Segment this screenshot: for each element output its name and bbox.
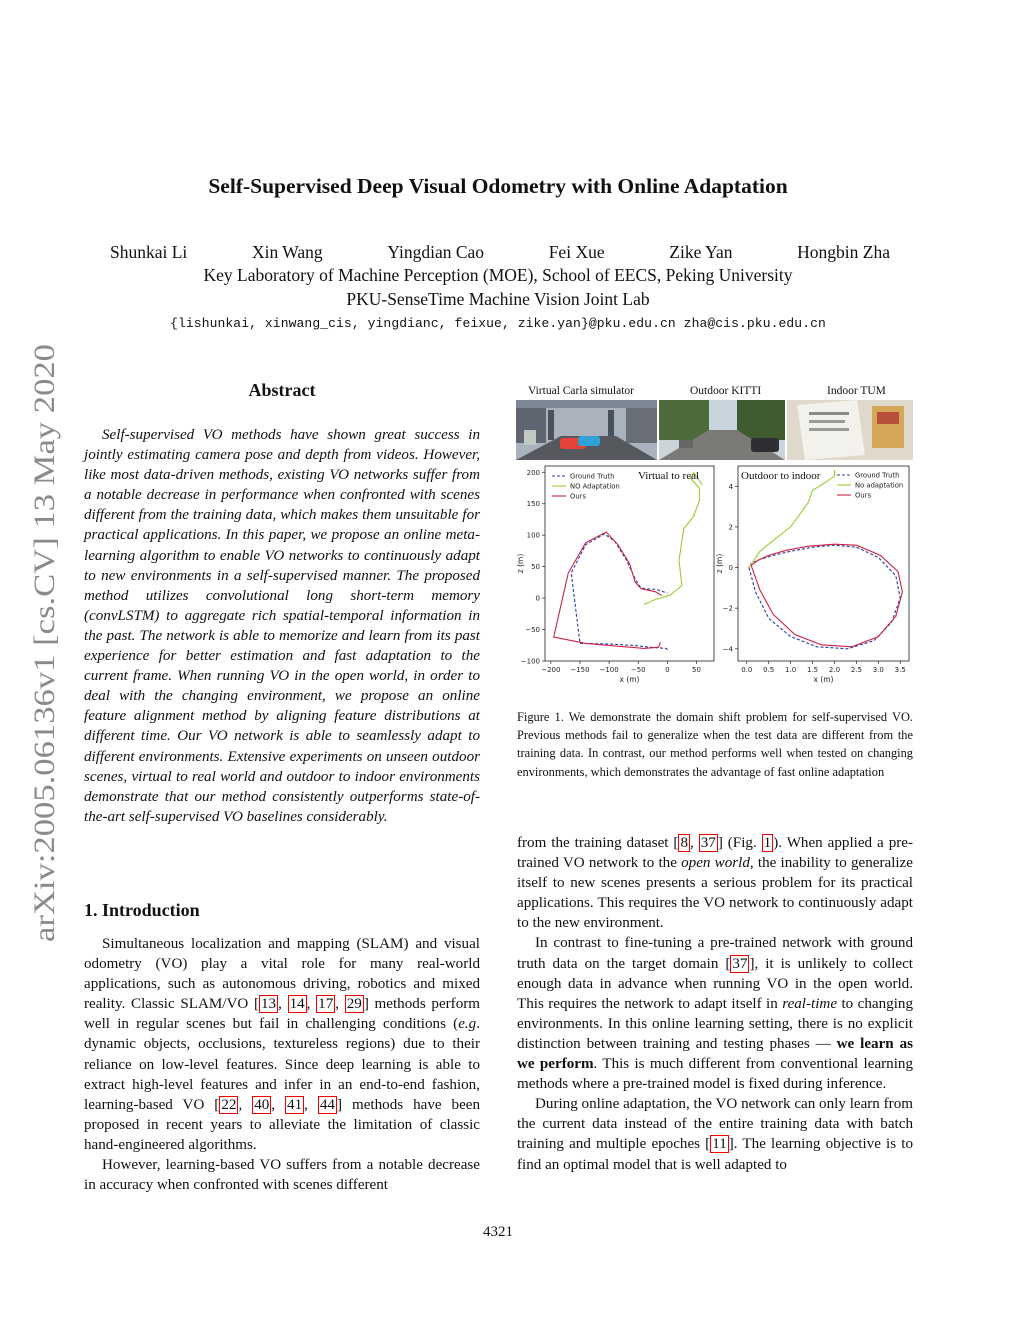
chart-virtual-to-real [516, 462, 716, 687]
x-tick-label: −200 [541, 666, 561, 674]
author-name: Fei Xue [548, 242, 605, 262]
plot-frame [738, 466, 909, 661]
y-tick-label: −50 [525, 626, 540, 635]
author-emails[interactable]: {lishunkai, xinwang_cis, yingdianc, feixue, zike.yan}@pku.edu.cn zha@cis.pku.edu.cn [170, 316, 826, 331]
y-tick-label: 100 [526, 531, 540, 540]
text-run: ] methods perform well in regular scenes but fail in challenging conditions ( [84, 996, 481, 1033]
citation-link[interactable]: 13 [261, 996, 277, 1013]
text-run: open world [681, 855, 750, 872]
abstract-heading: Abstract [248, 380, 316, 400]
arxiv-stamp [20, 342, 64, 942]
y-axis-label: z (m) [715, 553, 724, 574]
x-tick-label: 0 [665, 666, 670, 674]
intro-paragraph-2: However, learning-based VO suffers from a notable decrease in accuracy when confronted with scenes different [84, 1157, 480, 1194]
affiliation-2: PKU-SenseTime Machine Vision Joint Lab [346, 289, 650, 309]
right-paragraph-2 [517, 933, 913, 1094]
citation-link[interactable]: 17 [318, 996, 334, 1013]
text-run: Simultaneous localization and mapping (SLAM) and visual odometry (VO) play a vital role for many real-world applications, such as autonomous driving, robotics and mixed reality. Classic SLAM/VO [ [84, 936, 480, 1013]
abstract-text: Self-supervised VO methods have shown great success in jointly estimating camera pose and depth from videos. However, like most data-driven methods, existing VO networks suffer from a notable decrease in performance when confronted with scenes different from the training data, which makes them unsuitable for practical applications. In this paper, we propose an online meta-learning algorithm to enable VO networks to continuously adapt to new environments in a self-supervised manner. The proposed method utilizes convolutional long short-term memory (convLSTM) to aggregate rich spatial-temporal information in the past. The network is able to memorize and learn from its past experience for better estimation and fast adaptation to the current frame. When running VO in the open world, in order to deal with the changing environment, we propose an online feature alignment method by aligning feature distributions at different time. Our VO network is able to seamlessly adapt to different environments. Extensive experiments on unseen outdoor scenes, virtual to real world and outdoor to indoor environments demonstrate that our method consistently outperforms state-of-the-art self-supervised VO baselines considerably. [84, 427, 480, 825]
author-name: Shunkai Li [110, 242, 188, 262]
paper-title: Self-Supervised Deep Visual Odometry with Online Adaptation [208, 174, 788, 198]
x-tick-label: 0.0 [741, 666, 753, 674]
x-tick-label: 1.0 [785, 666, 797, 674]
arxiv-id: arXiv:2005.06136v1 [cs.CV] 13 May 2020 [28, 423, 61, 942]
x-tick-label: 2.0 [828, 666, 841, 674]
text-run: from the training dataset [ [517, 835, 679, 851]
text-run: e.g [458, 1016, 477, 1033]
right-column-body [517, 833, 913, 1175]
chart-title: Outdoor to indoor [741, 470, 821, 482]
text-run: ], it is unlikely to collect enough data in advance when running VO in the open world. This requires the network to adapt itself in [517, 955, 913, 1012]
text-run: In contrast to fine-tuning a pre-trained network with ground truth data on the target domain [ [517, 935, 913, 972]
y-tick-label: −100 [520, 657, 540, 666]
y-tick-label: 0 [535, 594, 540, 603]
legend-entry: Ours [855, 491, 871, 500]
figure-label-carla: Virtual Carla simulator [528, 385, 634, 397]
figure-link[interactable]: 1 [763, 835, 772, 851]
author-name: Zike Yan [669, 242, 733, 262]
text-run: real-time [782, 995, 838, 1012]
y-tick-label: −4 [722, 645, 733, 654]
author-name: Xin Wang [251, 242, 323, 262]
author-name: Yingdian Cao [387, 242, 485, 262]
right-paragraph-3 [517, 1094, 913, 1174]
x-tick-label: −100 [599, 666, 619, 674]
x-tick-label: 2.5 [850, 666, 862, 674]
citation-link[interactable]: 40 [254, 1096, 270, 1113]
y-tick-label: 4 [728, 482, 733, 491]
citation-link[interactable]: 22 [221, 1096, 237, 1113]
y-tick-label: 0 [728, 564, 733, 573]
series-line [554, 532, 662, 648]
legend-entry: Ours [570, 492, 586, 501]
series-line [571, 534, 667, 650]
x-tick-label: −150 [570, 666, 590, 674]
figure-label-tum: Indoor TUM [827, 385, 886, 397]
page-number: 4321 [483, 1224, 513, 1240]
series-line [644, 472, 702, 604]
citation-link[interactable]: 37 [732, 955, 748, 972]
text-run: ]. The learning objective is to find an optimal model that is well adapted to [517, 1136, 913, 1173]
legend-entry: No adaptation [855, 481, 904, 490]
author-name: Hongbin Zha [797, 242, 890, 262]
text-run: , the inability to generalize itself to new scenes presents a serious problem for its practical applications. This requires the VO network to continuously adapt to the new environment. [517, 855, 914, 932]
citation-link[interactable]: 8 [680, 835, 688, 851]
figure-label-kitti: Outdoor KITTI [690, 385, 762, 397]
x-tick-label: 0.5 [763, 666, 775, 674]
text-run: . dynamic objects, occlusions, textureless regions) due to their reliance on low-level features. Since deep learning is able to extract high-level features and infer in an end-to-end fashion, learning-based VO [ [84, 1016, 480, 1113]
y-tick-label: −2 [722, 604, 733, 613]
introduction-heading: 1. Introduction [84, 900, 200, 920]
y-axis-label: z (m) [516, 553, 525, 574]
citation-link[interactable]: 11 [712, 1136, 727, 1153]
legend-entry: Ground Truth [570, 472, 615, 481]
x-axis-label: x (m) [813, 675, 834, 684]
citation-link[interactable]: 14 [289, 996, 305, 1013]
figure-caption: Figure 1. We demonstrate the domain shift problem for self-supervised VO. Previous methods fail to generalize when the test data are different from the training data. In contrast, our method performs well when tested on changing environments, which demonstrates the advantage of fast online adaptation [517, 710, 913, 779]
carla-photo [516, 400, 657, 460]
chart-outdoor-to-indoor [713, 462, 913, 687]
tum-photo [787, 400, 913, 460]
text-run: During online adaptation, the VO network can only learn from the current data instead of the entire training data with batch training and multiple epoches [ [517, 1096, 913, 1153]
x-tick-label: 50 [692, 666, 701, 674]
text-run: ). When applied a pre-trained VO network to the [517, 835, 913, 872]
y-tick-label: 200 [526, 468, 540, 477]
x-tick-label: 1.5 [806, 666, 819, 674]
citation-link[interactable]: 29 [346, 996, 362, 1013]
kitti-photo [659, 400, 785, 460]
text-run: . This is much different from conventional learning methods where a pre-trained model is fixed during inference. [517, 1056, 913, 1093]
text-run: ] methods have been proposed in recent years to alleviate the limitation of classic hand-engineered algorithms. [84, 1096, 481, 1153]
legend-entry: Ground Truth [855, 471, 900, 480]
x-tick-label: 3.5 [894, 666, 906, 674]
series-line [749, 470, 835, 567]
introduction-body [84, 934, 480, 1195]
x-tick-label: −50 [630, 666, 646, 674]
citation-link[interactable]: 37 [700, 835, 716, 851]
text-run: to changing environments. In this online learning setting, there is no explicit distinction between training and testing phases — [517, 995, 913, 1052]
text-run: we learn as we perform [517, 1035, 913, 1073]
series-line [749, 545, 900, 649]
citation-link[interactable]: 41 [287, 1096, 303, 1113]
legend-entry: NO Adaptation [570, 482, 620, 491]
citation-link[interactable]: 44 [319, 1096, 335, 1113]
x-tick-label: 3.0 [872, 666, 884, 674]
text-run: ] (Fig. [717, 835, 762, 851]
y-tick-label: 2 [728, 523, 733, 532]
intro-paragraph-1: Simultaneous localization and mapping (SLAM) and visual odometry (VO) play a vital role for many real-world applications, such as autonomous driving, robotics and mixed reality. Classic SLAM/VO [ 13 , 14 , 17 , 29 ] methods perform well in regular scenes but fail in challenging conditions (e.g. dynamic objects, occlusions, textureless regions) due to their reliance on low-level features. Since deep learning is able to extract high-level features and infer in an end-to-end fashion, learning-based VO [ 22 , 40 , 41 , 44 ] methods have been proposed in recent years to alleviate the limitation of classic hand-engineered algorithms. [84, 936, 481, 1153]
chart-title: Virtual to real [638, 470, 700, 482]
y-tick-label: 150 [526, 500, 540, 509]
affiliation-1: Key Laboratory of Machine Perception (MOE), School of EECS, Peking University [203, 265, 793, 285]
author-list [110, 242, 890, 263]
y-tick-label: 50 [531, 563, 540, 572]
right-paragraph-1: from the training dataset [ 8 , 37 ] (Fig. 1 ). When applied a pre-trained VO network to the open world, the inability to generalize itself to new scenes presents a serious problem for its practical applications. This requires the VO network to continuously adapt to the new environment. [517, 835, 914, 932]
x-axis-label: x (m) [619, 675, 640, 684]
